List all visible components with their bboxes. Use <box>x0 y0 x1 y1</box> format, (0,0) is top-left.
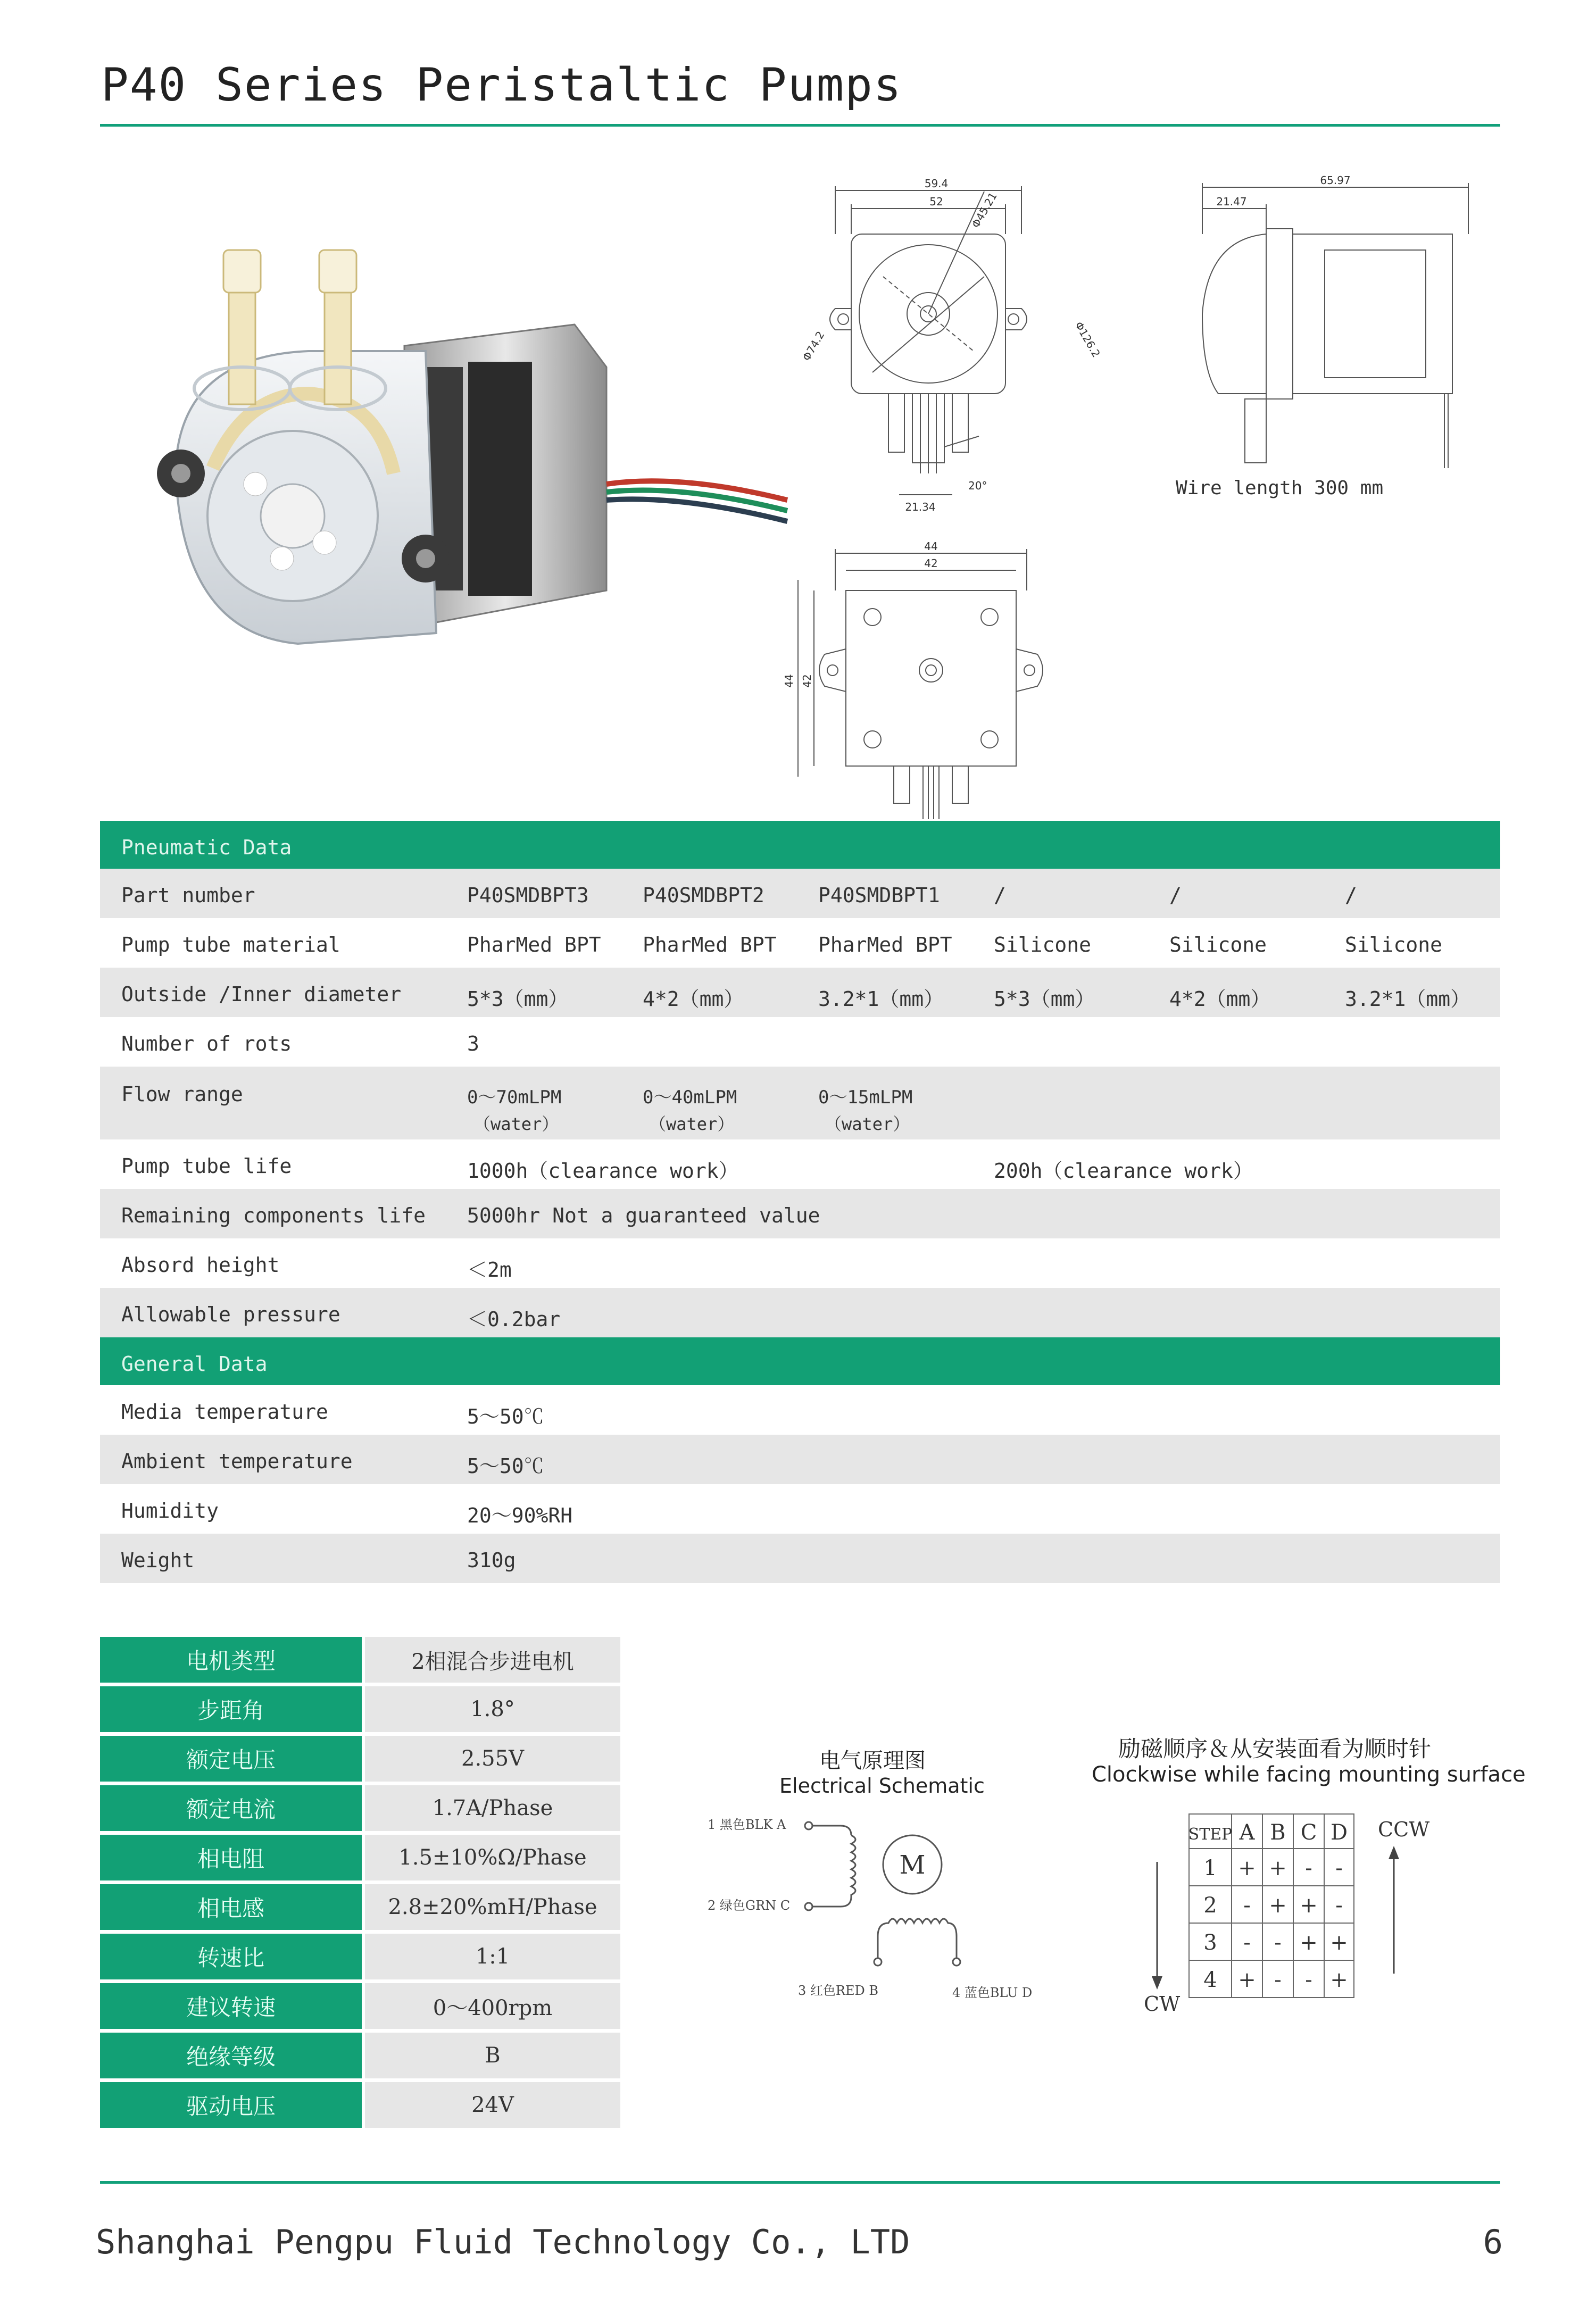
seq-cell: + <box>1238 1856 1256 1880</box>
cell: B <box>365 2033 620 2078</box>
dim-bottom-w1: 44 <box>924 540 938 553</box>
dim-front-w2: 52 <box>929 195 943 208</box>
flow-note: （water） <box>473 1114 559 1134</box>
flow-value: 0～40mLPM <box>643 1087 737 1108</box>
cell: 1.7A/Phase <box>365 1785 620 1831</box>
cell: 3 <box>467 1032 479 1055</box>
cell: 4*2（mm） <box>1169 987 1271 1011</box>
dim-side-w: 65.97 <box>1320 174 1351 187</box>
dim-side-w2: 21.47 <box>1216 195 1247 208</box>
seq-step-number: 2 <box>1203 1893 1217 1918</box>
cell: / <box>1169 884 1182 907</box>
cell: PharMed BPT <box>818 933 952 956</box>
table-row <box>100 918 1500 968</box>
table-row <box>100 1238 1500 1288</box>
cell: 3.2*1（mm） <box>1345 987 1471 1011</box>
cell: 5～50℃ <box>467 1454 544 1478</box>
cell: 1000h（clearance work） <box>467 1159 739 1183</box>
table-row <box>100 2033 620 2082</box>
cell: 2.55V <box>365 1736 620 1782</box>
page-number: 6 <box>1483 2223 1503 2261</box>
row-label: Part number <box>121 884 255 907</box>
dim-front-b2: 21.34 <box>905 501 936 513</box>
flow-note: （water） <box>649 1114 735 1134</box>
cell: PharMed BPT <box>467 933 601 956</box>
electrical-schematic <box>702 1734 1075 2011</box>
row-label: 转速比 <box>100 1934 362 1979</box>
cell: 24V <box>365 2082 620 2128</box>
row-label: Remaining components life <box>121 1204 426 1227</box>
schematic-title-en: Electrical Schematic <box>779 1774 985 1798</box>
wire-length-note: Wire length 300 mm <box>1176 477 1384 499</box>
table-row <box>100 1017 1500 1067</box>
row-label: 驱动电压 <box>100 2082 362 2128</box>
row-label: 相电感 <box>100 1884 362 1930</box>
table-row <box>100 1435 1500 1484</box>
table-row <box>100 1385 1500 1435</box>
row-label: Weight <box>121 1549 195 1572</box>
table-row <box>100 968 1500 1017</box>
seq-cell: - <box>1243 1930 1251 1955</box>
ccw-label: CCW <box>1378 1818 1430 1841</box>
row-label: 建议转速 <box>100 1983 362 2029</box>
dimension-drawings <box>777 170 1522 830</box>
cell: 5*3（mm） <box>994 987 1095 1011</box>
table-row <box>100 1484 1500 1534</box>
seq-cell: - <box>1274 1930 1282 1955</box>
wire-2-label: 2 绿色GRN C <box>708 1898 791 1913</box>
row-label: 相电阻 <box>100 1835 362 1880</box>
row-label: Allowable pressure <box>121 1303 340 1326</box>
general-header-row <box>100 1337 1500 1385</box>
cell <box>818 1083 912 1135</box>
row-label: 额定电压 <box>100 1736 362 1782</box>
table-row <box>100 1067 1500 1139</box>
footer-company: Shanghai Pengpu Fluid Technology Co., LTD <box>96 2223 910 2261</box>
cell: 200h（clearance work） <box>994 1159 1253 1183</box>
table-row <box>100 1934 620 1983</box>
dim-front-d2: Φ74.2 <box>800 329 827 363</box>
cell: 3.2*1（mm） <box>818 987 944 1011</box>
top-divider <box>100 124 1500 127</box>
cell: 1.8° <box>365 1686 620 1732</box>
cell: P40SMDBPT3 <box>467 884 589 907</box>
row-label: Ambient temperature <box>121 1450 353 1473</box>
seq-cell: + <box>1330 1968 1348 1992</box>
row-label: Pump tube material <box>121 933 340 956</box>
wire-3-label: 3 红色RED B <box>798 1983 878 1998</box>
cell <box>467 1083 561 1135</box>
row-label: Flow range <box>121 1083 243 1106</box>
cell: 1:1 <box>365 1934 620 1979</box>
flow-value: 0～70mLPM <box>467 1087 562 1108</box>
flow-note: （water） <box>825 1114 910 1134</box>
row-label: Pump tube life <box>121 1154 292 1178</box>
row-label: Number of rots <box>121 1032 292 1055</box>
seq-cell: - <box>1243 1893 1251 1918</box>
row-label: Outside /Inner diameter <box>121 983 402 1006</box>
section-title: Pneumatic Data <box>121 836 292 859</box>
table-row <box>100 1288 1500 1337</box>
product-photo <box>149 218 819 686</box>
seq-header-step: STEP <box>1188 1825 1233 1844</box>
row-label: Absord height <box>121 1253 280 1277</box>
cell: P40SMDBPT2 <box>643 884 764 907</box>
seq-cell: + <box>1238 1968 1256 1992</box>
cell: 5*3（mm） <box>467 987 569 1011</box>
seq-step-number: 1 <box>1203 1856 1217 1880</box>
dim-front-d1: Φ45.21 <box>969 190 1000 230</box>
table-row <box>100 2082 620 2132</box>
seq-cell: - <box>1335 1893 1343 1918</box>
seq-header-a: A <box>1239 1820 1255 1845</box>
cell <box>643 1083 737 1135</box>
cell: / <box>994 884 1006 907</box>
row-label: 绝缘等级 <box>100 2033 362 2078</box>
wire-4-label: 4 蓝色BLU D <box>952 1985 1033 2000</box>
cell: Silicone <box>994 933 1092 956</box>
schematic-title-cn: 电气原理图 <box>819 1749 926 1773</box>
row-label: 额定电流 <box>100 1785 362 1831</box>
dim-bottom-h2: 42 <box>801 674 813 688</box>
motor-symbol: M <box>899 1850 926 1880</box>
dim-front-b1: 20° <box>968 479 987 492</box>
cell: 0～400rpm <box>365 1983 620 2029</box>
cell: 1.5±10%Ω/Phase <box>365 1835 620 1880</box>
table-row <box>100 1785 620 1835</box>
cw-label: CW <box>1144 1992 1181 2016</box>
table-row <box>100 869 1500 918</box>
seq-cell: - <box>1305 1968 1312 1992</box>
spec-table <box>100 821 1500 1583</box>
sequence-title-cn: 励磁顺序＆从安装面看为顺时针 <box>1118 1736 1432 1762</box>
dim-bottom-w2: 42 <box>924 557 938 570</box>
seq-step-number: 4 <box>1203 1968 1217 1992</box>
pneumatic-header-row <box>100 821 1500 869</box>
cell: 5000hr Not a guaranteed value <box>467 1204 820 1227</box>
table-row <box>100 1189 1500 1238</box>
dim-front-w1: 59.4 <box>924 177 949 190</box>
row-label: Media temperature <box>121 1400 328 1424</box>
seq-cell: - <box>1305 1856 1312 1880</box>
row-label: 电机类型 <box>100 1637 362 1683</box>
seq-cell: + <box>1269 1893 1287 1918</box>
row-label: Humidity <box>121 1499 219 1522</box>
table-row <box>100 1139 1500 1189</box>
table-row <box>100 1534 1500 1583</box>
cell: Silicone <box>1345 933 1443 956</box>
cell: 20～90%RH <box>467 1504 573 1527</box>
cell: Silicone <box>1169 933 1267 956</box>
cell: / <box>1345 884 1357 907</box>
section-title: General Data <box>121 1352 268 1376</box>
seq-step-number: 3 <box>1203 1930 1217 1955</box>
excitation-sequence-table <box>1128 1803 1468 2016</box>
table-row <box>100 1884 620 1934</box>
cell: ＜0.2bar <box>467 1308 561 1331</box>
table-row <box>100 1835 620 1884</box>
table-row <box>100 1983 620 2033</box>
cell: 4*2（mm） <box>643 987 744 1011</box>
wire-1-label: 1 黑色BLK A <box>708 1817 786 1832</box>
sequence-title-en: Clockwise while facing mounting surface <box>1092 1762 1526 1787</box>
cell: PharMed BPT <box>643 933 777 956</box>
table-row <box>100 1736 620 1785</box>
seq-header-d: D <box>1330 1820 1348 1845</box>
seq-cell: - <box>1274 1968 1282 1992</box>
seq-cell: + <box>1300 1930 1318 1955</box>
motor-spec-table <box>100 1637 620 2132</box>
cell: 5～50℃ <box>467 1405 544 1428</box>
table-row <box>100 1637 620 1686</box>
seq-header-c: C <box>1300 1820 1317 1845</box>
seq-cell: - <box>1335 1856 1343 1880</box>
flow-value: 0～15mLPM <box>818 1087 913 1108</box>
bottom-divider <box>100 2181 1500 2184</box>
table-row <box>100 1686 620 1736</box>
page-title: P40 Series Peristaltic Pumps <box>101 59 902 112</box>
dim-front-d3: Φ126.2 <box>1072 319 1103 360</box>
cell: 2相混合步进电机 <box>365 1637 620 1683</box>
cell: P40SMDBPT1 <box>818 884 940 907</box>
seq-cell: + <box>1330 1930 1348 1955</box>
seq-cell: + <box>1300 1893 1318 1918</box>
cell: 310g <box>467 1549 516 1572</box>
dim-bottom-h1: 44 <box>783 674 795 688</box>
row-label: 步距角 <box>100 1686 362 1732</box>
seq-cell: + <box>1269 1856 1287 1880</box>
seq-header-b: B <box>1270 1820 1286 1845</box>
cell: 2.8±20%mH/Phase <box>365 1884 620 1930</box>
cell: ＜2m <box>467 1258 512 1282</box>
